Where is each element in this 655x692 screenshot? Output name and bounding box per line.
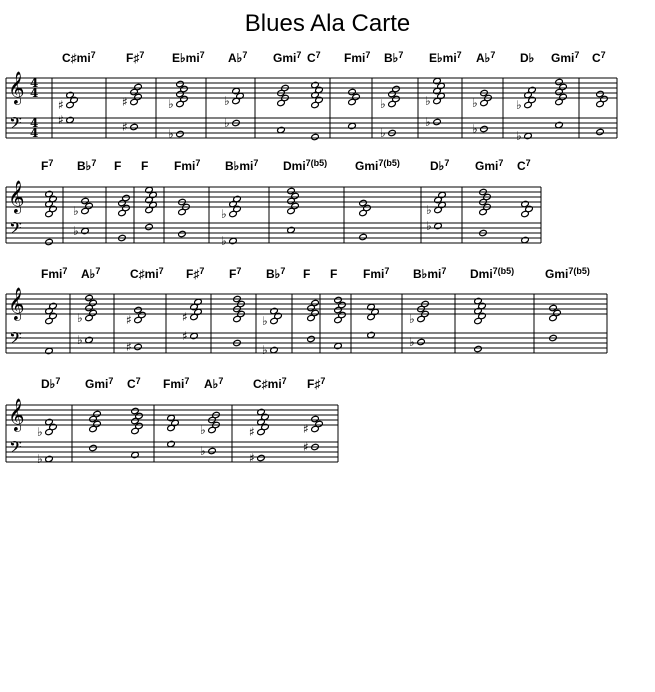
accidental-symbol: ♭ xyxy=(262,314,268,328)
note-head xyxy=(134,343,143,350)
chord-symbol: Gmi$^7$ xyxy=(551,50,580,65)
chord-symbol: F♯$^7$ xyxy=(186,266,205,281)
treble-clef-icon: 𝄞 xyxy=(8,71,25,104)
accidental-symbol: ♭ xyxy=(168,127,174,141)
note-head xyxy=(130,123,139,130)
accidental-symbol: ♭ xyxy=(73,224,79,238)
chord-symbol: $C♯mi^7$ xyxy=(253,376,287,391)
chord-symbol: Gmi$^{7(b5)}$ xyxy=(355,158,400,173)
treble-clef-icon: 𝄞 xyxy=(8,398,25,431)
note-head xyxy=(176,130,185,137)
accidental-symbol: ♭ xyxy=(221,207,227,221)
accidental-symbol: ♭ xyxy=(425,94,431,108)
chord-symbol: B♭$^7$ xyxy=(77,158,97,173)
accidental-symbol: ♯ xyxy=(122,95,128,109)
accidental-symbol: ♯ xyxy=(249,425,255,439)
note-head xyxy=(596,128,605,135)
chord-symbol: $C^7$ xyxy=(127,376,141,391)
treble-clef-icon: 𝄞 xyxy=(8,180,25,213)
accidental-symbol: ♯ xyxy=(58,98,64,112)
time-signature-numerator: 4 xyxy=(30,76,39,90)
chord-symbol: F xyxy=(330,267,338,281)
chord-symbol: F♯$^7$ xyxy=(126,50,145,65)
accidental-symbol: ♭ xyxy=(409,312,415,326)
chord-symbol: A♭$^7$ xyxy=(204,376,224,391)
accidental-symbol: ♭ xyxy=(426,203,432,217)
chord-symbol: $B♭mi^7$ xyxy=(225,158,259,173)
chord-symbol: $C^7$ xyxy=(307,50,321,65)
chord-symbol: D♭$^7$ xyxy=(41,376,61,391)
accidental-symbol: ♯ xyxy=(58,113,64,127)
accidental-symbol: ♭ xyxy=(472,122,478,136)
chord-symbol: $F^7$ xyxy=(229,266,242,281)
chord-symbol: Dmi$^{7(b5)}$ xyxy=(283,158,328,173)
note-head xyxy=(178,230,187,237)
chord-symbol: A♭$^7$ xyxy=(228,50,248,65)
chord-symbol: D♭ xyxy=(520,51,535,65)
note-head xyxy=(311,299,320,306)
chord-symbol: B♭$^7$ xyxy=(266,266,286,281)
accidental-symbol: ♯ xyxy=(126,340,132,354)
accidental-symbol: ♭ xyxy=(516,129,522,143)
accidental-symbol: ♭ xyxy=(425,115,431,129)
system-4 xyxy=(6,376,338,466)
note-head xyxy=(145,223,154,230)
note-head xyxy=(474,345,483,352)
accidental-symbol: ♭ xyxy=(224,94,230,108)
accidental-symbol: ♯ xyxy=(126,313,132,327)
accidental-symbol: ♭ xyxy=(168,97,174,111)
time-signature-numerator: 4 xyxy=(30,116,39,130)
chord-symbol: D♭$^7$ xyxy=(430,158,450,173)
note-head xyxy=(433,118,442,125)
accidental-symbol: ♭ xyxy=(37,452,43,466)
note-head xyxy=(417,338,426,345)
note-head xyxy=(208,447,217,454)
accidental-symbol: ♯ xyxy=(249,451,255,465)
accidental-symbol: ♭ xyxy=(516,98,522,112)
note-head xyxy=(134,83,143,90)
chord-symbol: Gmi$^7$ xyxy=(475,158,504,173)
note-head xyxy=(89,444,98,451)
accidental-symbol: ♭ xyxy=(73,204,79,218)
note-head xyxy=(257,454,266,461)
chord-symbol: $C^7$ xyxy=(592,50,606,65)
accidental-symbol: ♭ xyxy=(37,425,43,439)
accidental-symbol: ♭ xyxy=(380,97,386,111)
time-signature-denominator: 4 xyxy=(30,86,39,100)
chord-symbol: F xyxy=(114,159,122,173)
chord-symbol: $F^7$ xyxy=(41,158,54,173)
chord-symbol: $E♭mi^7$ xyxy=(429,50,462,65)
note-head xyxy=(122,194,131,201)
accidental-symbol: ♯ xyxy=(182,329,188,343)
chord-symbol: A♭$^7$ xyxy=(81,266,101,281)
chord-symbol: Fmi$^7$ xyxy=(363,266,390,281)
accidental-symbol: ♯ xyxy=(122,120,128,134)
chord-symbol: $E♭mi^7$ xyxy=(172,50,205,65)
chord-symbol: Gmi$^{7(b5)}$ xyxy=(545,266,590,281)
accidental-symbol: ♭ xyxy=(77,311,83,325)
chord-symbol: Fmi$^7$ xyxy=(344,50,371,65)
bass-clef-icon: 𝄢 xyxy=(9,437,22,461)
note-head xyxy=(307,335,316,342)
accidental-symbol: ♭ xyxy=(221,234,227,248)
note-head xyxy=(359,233,368,240)
note-head xyxy=(480,125,489,132)
chord-symbol: Gmi$^7$ xyxy=(273,50,302,65)
accidental-symbol: ♭ xyxy=(472,96,478,110)
chord-symbol: $C♯mi^7$ xyxy=(62,50,96,65)
accidental-symbol: ♭ xyxy=(224,116,230,130)
time-signature-denominator: 4 xyxy=(30,126,39,140)
chord-symbol: F xyxy=(141,159,149,173)
chord-symbol: Fmi$^7$ xyxy=(174,158,201,173)
chord-symbol: Gmi$^7$ xyxy=(85,376,114,391)
bass-clef-icon: 𝄢 xyxy=(9,218,22,242)
song-title: Blues Ala Carte xyxy=(244,10,411,37)
accidental-symbol: ♯ xyxy=(303,440,309,454)
accidental-symbol: ♭ xyxy=(426,219,432,233)
chord-symbol: Fmi$^7$ xyxy=(41,266,68,281)
chord-symbol: Dmi$^{7(b5)}$ xyxy=(470,266,515,281)
accidental-symbol: ♭ xyxy=(200,444,206,458)
accidental-symbol: ♭ xyxy=(409,335,415,349)
system-1 xyxy=(6,50,617,143)
note-head xyxy=(392,85,401,92)
note-head xyxy=(311,133,320,140)
chord-symbol: F xyxy=(303,267,311,281)
bass-clef-icon: 𝄢 xyxy=(9,328,22,352)
chord-symbol: $B♭mi^7$ xyxy=(413,266,447,281)
bass-clef-icon: 𝄢 xyxy=(9,113,22,137)
chord-symbol: $C^7$ xyxy=(517,158,531,173)
accidental-symbol: ♯ xyxy=(182,310,188,324)
treble-clef-icon: 𝄞 xyxy=(8,287,25,320)
chord-symbol: Fmi$^7$ xyxy=(163,376,190,391)
chord-symbol: $C♯mi^7$ xyxy=(130,266,164,281)
note-head xyxy=(45,238,54,245)
chord-symbol: A♭$^7$ xyxy=(476,50,496,65)
accidental-symbol: ♭ xyxy=(200,423,206,437)
accidental-symbol: ♯ xyxy=(303,422,309,436)
system-3 xyxy=(6,266,607,357)
chord-symbol: F♯$^7$ xyxy=(307,376,326,391)
note-head xyxy=(93,410,102,417)
accidental-symbol: ♭ xyxy=(262,343,268,357)
system-2 xyxy=(6,158,541,248)
accidental-symbol: ♭ xyxy=(380,126,386,140)
accidental-symbol: ♭ xyxy=(77,333,83,347)
chord-symbol: B♭$^7$ xyxy=(384,50,404,65)
